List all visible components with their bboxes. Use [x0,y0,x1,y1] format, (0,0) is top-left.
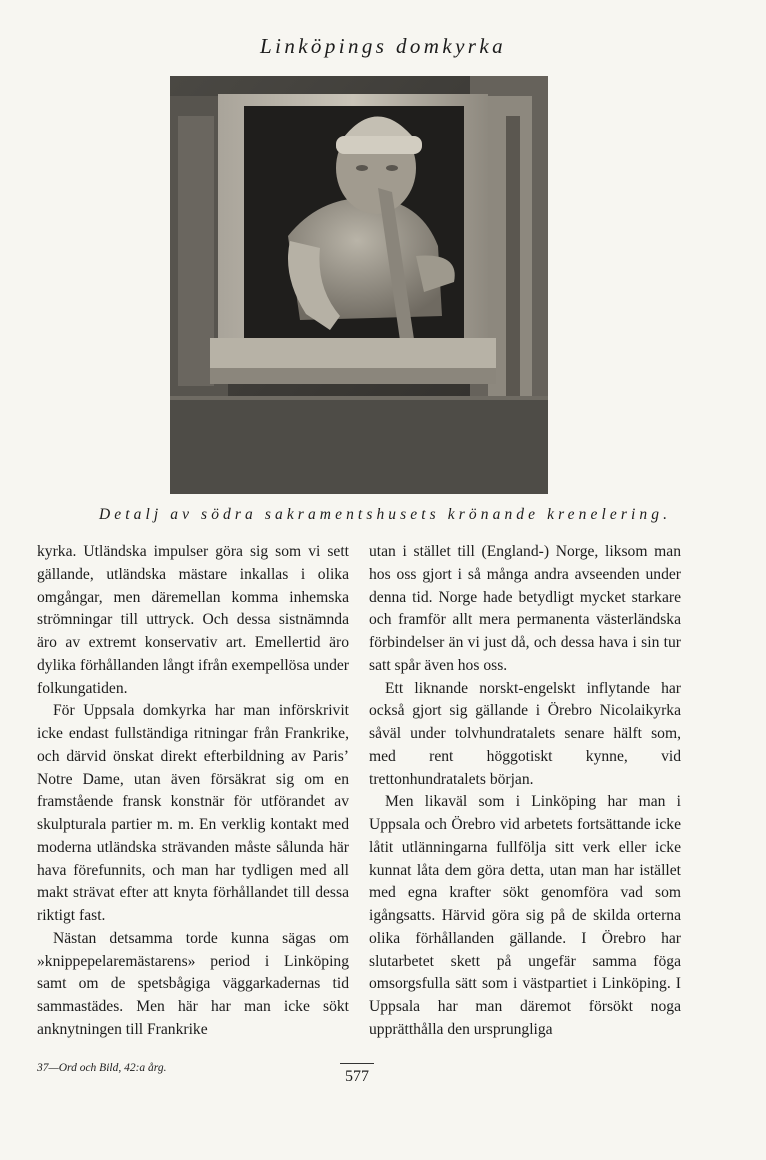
right-column [369,541,681,1042]
paragraph: Men likaväl som i Linköping har man i Uppsala och Örebro vid arbetets fortsättande icke låtit utlänningarna fullfölja sitt verk eller icke kunnat låta dem göra detta, utan man har istället med egna krafter sökt genomföra vad som igångsatts. Härvid göra sig på de skilda orterna olika förhållanden gällande. I Örebro har slutarbetet skett på ungefär samma föga omsorgsfulla sätt som i västpartiet i Linköping. I Uppsala har man däremot försökt noga upprätthålla den ursprungliga [369,793,681,1038]
sculpture-photo [170,76,548,494]
sculpture-illustration [170,76,548,494]
left-column [37,541,349,1042]
figure-caption: Detalj av södra sakramentshusets krönande krenelering. [98,506,672,523]
paragraph: Nästan detsamma torde kunna sägas om »knippepelaremästarens» period i Linköping samt om de spetsbågiga väggarkadernas tid sammastädes. Men här har man icke sökt anknytningen till Frankrike [37,929,349,1038]
page-number-rule [340,1063,374,1064]
signature-note: 37—Ord och Bild, 42:a årg. [37,1062,167,1074]
paragraph: utan i stället till (England-) Norge, liksom man hos oss gjort i så många andra avseenden under denna tid. Norge hade betydligt mycket starkare och framför allt mera permanenta västerländska förbindelser än vi just då, och dessa hava i sin tur satt spår även hos oss. [369,543,681,674]
paragraph: Ett liknande norskt-engelskt inflytande har också gjort sig gällande i Örebro Nicolaikyrka såväl under tolvhundratalets senare hälft som, med rent höggotiskt kynne, vid trettonhundratalets början. [369,679,681,788]
paragraph: kyrka. Utländska impulser göra sig som vi sett gällande, utländska mästare inkallas i olika omgångar, men däremellan komma inhemska strömningar till uttryck. Och dessa sistnämnda äro av extremt konservativ art. Emellertid äro dylika förhållanden långt ifrån exempellösa under folkungatiden. [37,543,349,697]
page-number: 577 [345,1068,369,1085]
running-header: Linköpings domkyrka [260,34,506,58]
paragraph: För Uppsala domkyrka har man införskrivit icke endast fullständiga ritningar från Frankrike, och därvid önskat direkt efterbildning av Paris’ Notre Dame, utan även försäkrat sig om en framstående fransk konstnär för utförandet av skulpturala partier m. m. En verklig kontakt med moderna utländska strävanden måste sålunda här hava förefunnits, och man har tydligen med all makt strävat efter att knyta förhållandet till dessa riktigt fast. [37,702,349,924]
